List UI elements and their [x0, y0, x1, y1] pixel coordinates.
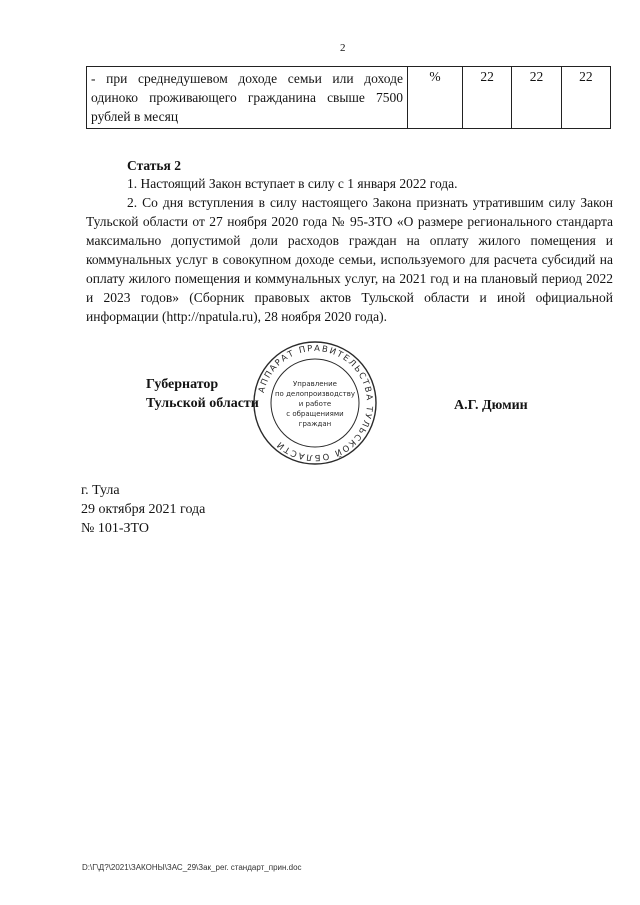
- position-line-2: Тульской области: [146, 396, 259, 411]
- article-paragraph-2: 2. Со дня вступления в силу настоящего Закона признать утратившим силу Закон Тульской области от 27 ноября 2020 года № 95-ЗТО «О размере регионального стандарта максимально допустимой доли расходов граждан на оплату жилого помещения и коммунальных услуг в совокупном доходе семьи, используемого для расчета субсидий на оплату жилого помещения и коммунальных услуг, на 2021 год и на плановый период 2022 и 2023 годов» (Сборник правовых актов Тульской области и иной официальной информации (http://npatula.ru), 28 ноября 2020 года).: [86, 195, 613, 324]
- signatory-position: [146, 375, 259, 413]
- date: 29 октября 2021 года: [81, 502, 206, 517]
- table-cell-description: - при среднедушевом доходе семьи или доходе одиноко проживающего гражданина свыше 7500 рублей в месяц: [87, 67, 408, 129]
- page-number: 2: [340, 42, 346, 54]
- stamp-line-1: Управление: [293, 380, 337, 388]
- rate-table: [86, 66, 611, 129]
- stamp-line-4: с обращениями: [286, 410, 344, 418]
- table-cell-unit: %: [408, 67, 463, 129]
- footer-file-path: D:\Г\Д?\2021\ЗАКОНЫ\ЗАС_29\Зак_рег. стандарт_прин.doc: [82, 863, 302, 872]
- position-line-1: Губернатор: [146, 377, 219, 392]
- table-cell-value-2022: 22: [512, 67, 561, 129]
- city: г. Тула: [81, 483, 120, 498]
- stamp-line-3: и работе: [298, 400, 332, 408]
- table-cell-value-2021: 22: [463, 67, 512, 129]
- stamp-outer-text: АППАРАТ ПРАВИТЕЛЬСТВА ТУЛЬСКОЙ ОБЛАСТИ: [257, 343, 375, 463]
- stamp-line-2: по делопроизводству: [274, 390, 356, 398]
- article-title: Статья 2: [127, 158, 181, 173]
- official-stamp: [252, 340, 378, 466]
- table-row: [87, 67, 611, 129]
- place-date-block: [81, 481, 205, 538]
- stamp-line-5: граждан: [298, 420, 332, 428]
- law-number: № 101-ЗТО: [81, 521, 150, 536]
- signatory-name: А.Г. Дюмин: [454, 398, 528, 413]
- table-cell-value-2023: 22: [561, 67, 610, 129]
- article-paragraph-1: 1. Настоящий Закон вступает в силу с 1 января 2022 года.: [127, 176, 458, 191]
